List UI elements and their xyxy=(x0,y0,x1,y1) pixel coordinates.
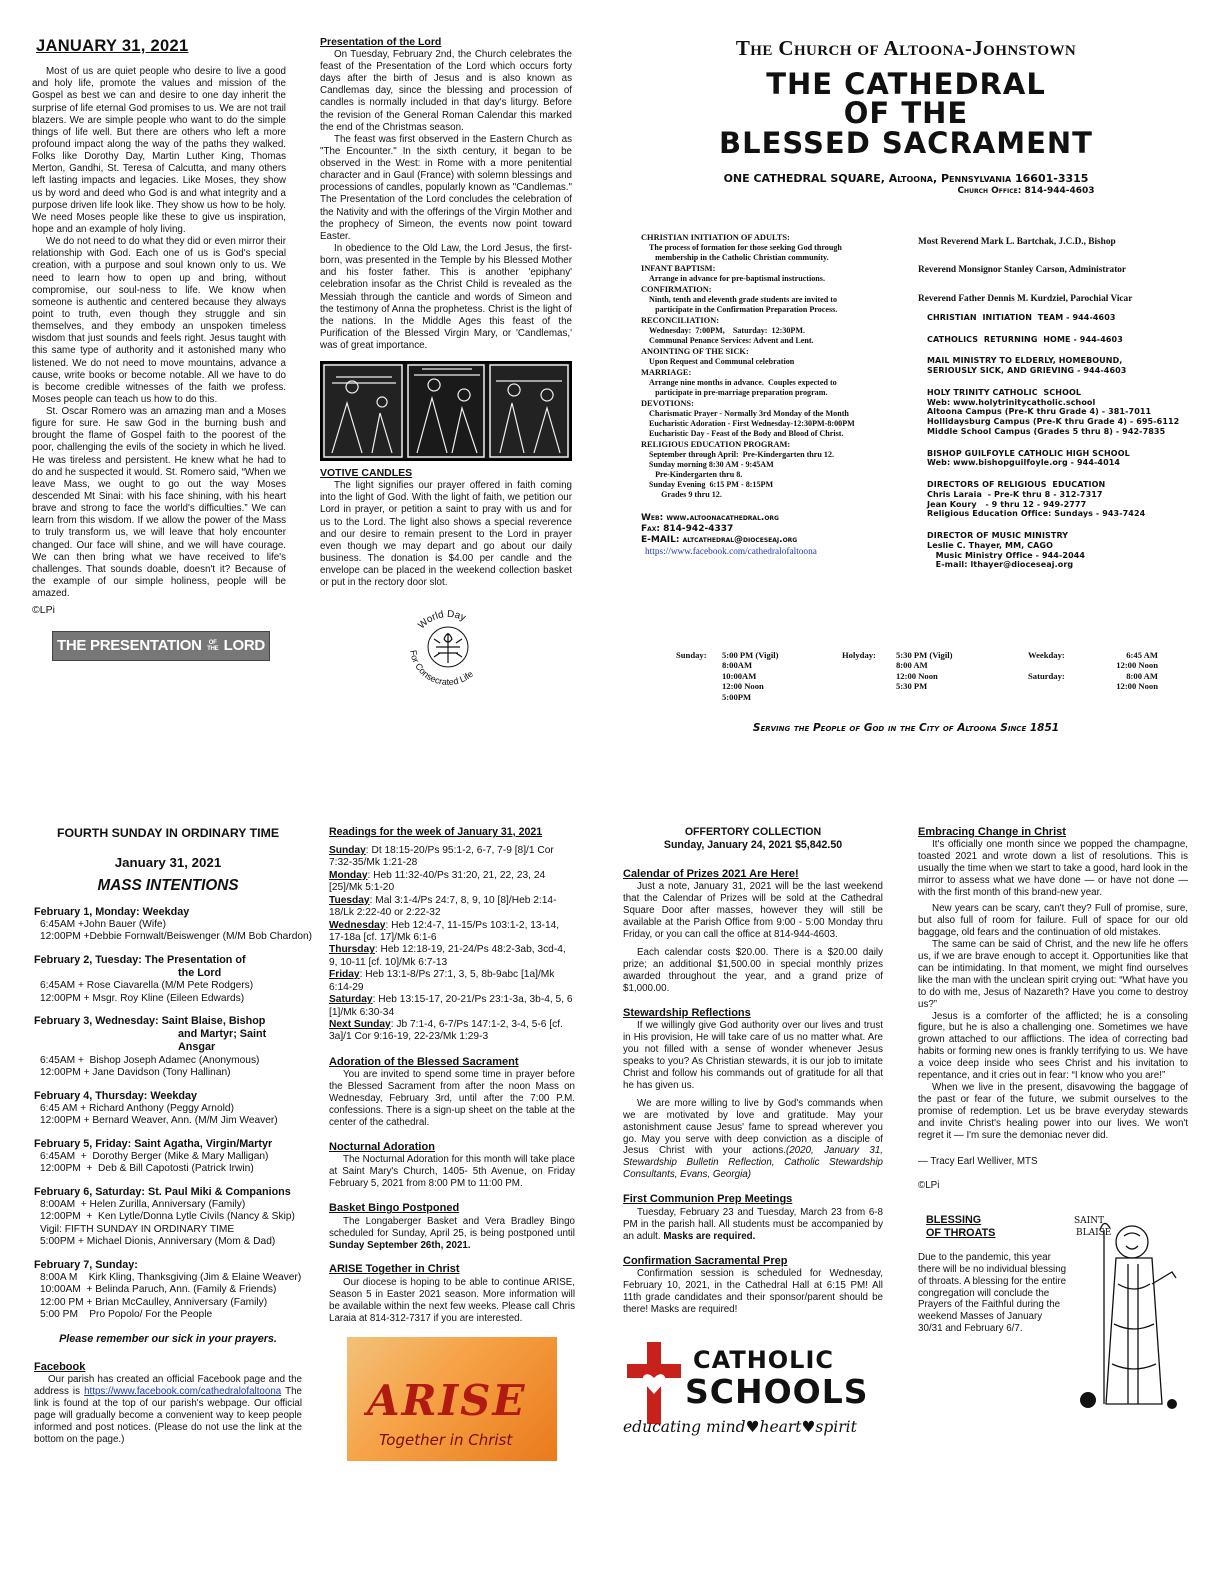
sacrament-line: Sunday morning 8:30 AM - 9:45AM xyxy=(649,460,774,470)
weekday-mass-time: 6:45 AM xyxy=(1126,650,1158,660)
svg-text:For Consecrated Life xyxy=(408,650,475,688)
sacrament-line: participate in pre-marriage preparation program. xyxy=(649,388,828,398)
intentions-sunday-title: FOURTH SUNDAY IN ORDINARY TIME xyxy=(56,826,280,840)
reading-entry xyxy=(329,920,575,945)
staff-directory xyxy=(918,237,1183,570)
reading-citations: : Heb 12:4-7, 11-15/Ps 103:1-2, 13-14, 17-18a [cf. 17]/Mk 6:1-6 xyxy=(329,919,560,943)
sacrament-line: Arrange nine months in advance. Couples expected to xyxy=(649,378,837,388)
ministry-line: DIRECTORS OF RELIGIOUS EDUCATION xyxy=(927,480,1106,490)
sacrament-line: participate in the Confirmation Preparation Process. xyxy=(649,305,838,315)
change-p3: The same can be said of Christ, and the new life he offers us, if we are brave enough to accept it. Opportunities like that can be intimidating. In that moment, we might find ourselves like the man with the unclean spirit crying out: “What have you to do with me, Jesus of Nazareth? Have you come to destroy us?” xyxy=(918,938,1188,1010)
offertory-column xyxy=(623,826,883,1438)
bishop-name: Most Reverend Mark L. Bartchak, J.C.D., Bishop xyxy=(918,237,1116,247)
ministry-line: Middle School Campus (Grades 5 thru 8) - 942-7835 xyxy=(927,426,1166,436)
presentation-woodcut-image xyxy=(320,361,572,461)
saturday-label: Saturday: xyxy=(1028,670,1065,681)
cathedral-title-2: OF THE xyxy=(843,96,969,131)
reading-day: Saturday xyxy=(329,994,373,1006)
intention-line: 12:00PM + Ken Lytle/Donna Lytle Civils (Nancy & Skip) xyxy=(40,1211,295,1223)
web-address[interactable]: Web: www.altoonacathedral.org xyxy=(641,513,779,524)
fax-number: Fax: 814-942-4337 xyxy=(641,524,734,535)
ministry-block xyxy=(927,388,1183,437)
sacrament-heading: RECONCILIATION: xyxy=(641,316,720,326)
reading-entry xyxy=(329,1019,575,1044)
holyday-mass-time: 5:30 PM xyxy=(896,681,928,692)
mass-intentions-column xyxy=(34,826,313,1446)
sacrament-heading: RELIGIOUS EDUCATION PROGRAM: xyxy=(641,439,791,449)
saint-blaise-image: SAINT BLAISE xyxy=(1066,1214,1184,1414)
bingo-heading: Basket Bingo Postponed xyxy=(329,1202,460,1215)
ministry-line: HOLY TRINITY CATHOLIC SCHOOL xyxy=(927,387,1082,397)
intention-day: February 6, Saturday: St. Paul Miki & Companions xyxy=(34,1185,291,1198)
communion-heading: First Communion Prep Meetings xyxy=(623,1193,793,1206)
church-name: The Church of Altoona-Johnstown xyxy=(735,36,1077,60)
reflection-column xyxy=(32,36,286,661)
sacrament-line: Upon Request and Communal celebration xyxy=(649,357,795,367)
presentation-banner: THE PRESENTATION OF THE LORD xyxy=(52,631,270,661)
sacrament-line: Arrange in advance for pre-baptismal instructions. xyxy=(649,274,825,284)
intention-line: 6:45AM + Rose Ciavarella (M/M Pete Rodgers) xyxy=(40,980,254,992)
intention-line: 6:45AM +John Bauer (Wife) xyxy=(40,919,166,931)
facebook-link[interactable]: https://www.facebook.com/cathedralofaltoona xyxy=(645,546,817,557)
seal-text-top: World Day xyxy=(416,609,468,632)
intention-day-cont: and Martyr; Saint Ansgar xyxy=(178,1028,267,1054)
facebook-page-link[interactable]: https://www.facebook.com/cathedralofaltoona xyxy=(84,1385,282,1397)
sacrament-heading: DEVOTIONS: xyxy=(641,399,694,409)
ministry-line: Hollidaysburg Campus (Pre-K thru Grade 4) - 695-6112 xyxy=(927,417,1180,427)
ministry-block xyxy=(927,531,1183,570)
holyday-mass-time: 5:30 PM (Vigil) xyxy=(896,650,953,660)
reading-day: Sunday xyxy=(329,844,366,856)
holyday-label: Holyday: xyxy=(842,650,876,660)
confirmation-heading: Confirmation Sacramental Prep xyxy=(623,1254,788,1267)
ministry-line: Leslie C. Thayer, MM, CAGO xyxy=(927,540,1053,550)
date-heading: JANUARY 31, 2021 xyxy=(36,37,189,55)
saturday-mass-time: 8:00 AM xyxy=(1126,670,1158,681)
intention-line: 6:45AM + Bishop Joseph Adamec (Anonymous) xyxy=(40,1054,260,1066)
intention-line: 8:00A M Kirk Kling, Thanksgiving (Jim & Elaine Weaver) xyxy=(40,1271,302,1283)
nocturnal-heading: Nocturnal Adoration xyxy=(329,1141,435,1154)
arise-text: Our diocese is hoping to be able to continue ARISE, Season 5 in Easter 2021 season. More information will be available within the next few weeks. Please call Chris Laraia at 814-312-7317 if you are interested. xyxy=(329,1276,575,1324)
ministry-block xyxy=(927,313,1183,323)
ministry-line: Music Ministry Office - 944-2044 xyxy=(927,550,1086,560)
ministry-line: MAIL MINISTRY TO ELDERLY, HOMEBOUND, xyxy=(927,356,1123,366)
spacer xyxy=(1028,660,1078,670)
reading-day: Tuesday xyxy=(329,894,370,906)
change-p4: Jesus is a comforter of the afflicted; he is a consoling figure, but he is also a challenging one. Sometimes we have grown attached to our afflictions. The idea of correcting bad habits or forming new ones is frankly terrifying to us. We have a voice deep inside who sees Christ and his invitation to repentance, and it cries out in fear: “I know who you are!” xyxy=(918,1010,1188,1082)
prizes-text-2: Each calendar costs $20.00. There is a $20.00 daily prize; an additional $1,500.00 in special monthly prizes awarded throughout the year, and a grand prize of $1,000.00. xyxy=(623,946,883,994)
prizes-text: Just a note, January 31, 2021 will be the last weekend that the Calendar of Prizes will be sold at the Cathedral Square Door after masses, however they will still be available at the Parish Office from 9:00 - 5:00 Monday thru Friday, or you can call the office at 814-944-4603. xyxy=(623,881,883,940)
sacrament-line: Ninth, tenth and eleventh grade students are invited to xyxy=(649,295,838,305)
ministry-line: E-mail: lthayer@dioceseaj.org xyxy=(927,560,1074,570)
sacrament-line: September through April: Pre-Kindergarten thru 12. xyxy=(649,450,835,460)
blessing-text: Due to the pandemic, this year there will be no individual blessing of throats. A blessing for the entire congregation will conclude the Prayers of the Faithful during the weekend Masses of January 30/31 and February 6/7. xyxy=(918,1251,1067,1335)
presentation-p3: In obedience to the Old Law, the Lord Jesus, the first-born, was presented in the Temple by his Blessed Mother and his foster father. This is another 'epiphany' celebration insofar as the Christ Child is revealed as the Messiah through the canticle and words of Simeon and the testimony of Anna the prophetess. Christ is the light of the nations. In the Middle Ages this feast of the Purification of the Blessed Virgin Mary, or 'Candlemas,' was of great importance. xyxy=(320,243,572,352)
change-p2: New years can be scary, can't they? Full of promise, sure, but also full of room for failure. Full of space for our old baggage, old fears and the continuation of old mistakes. xyxy=(918,903,1188,938)
reading-citations: : Mal 3:1-4/Ps 24:7, 8, 9, 10 [8]/Heb 2:14-18/Lk 2:22-40 or 2:22-32 xyxy=(329,894,557,919)
blessing-heading: BLESSING OF THROATS xyxy=(926,1213,996,1239)
arise-logo: ARISE Together in Christ xyxy=(347,1337,557,1461)
intention-line: 10:00AM + Belinda Paruch, Ann. (Family & Friends) xyxy=(40,1284,277,1296)
ministry-line: CHRISTIAN INITIATION TEAM - 944-4603 xyxy=(927,312,1116,322)
ministry-line: CATHOLICS RETURNING HOME - 944-4603 xyxy=(927,334,1123,344)
bingo-text: The Longaberger Basket and Vera Bradley Bingo scheduled for Sunday, April 25, is being postponed until Sunday September 26th, 2021. xyxy=(329,1215,575,1251)
sunday-mass-time: 5:00PM xyxy=(722,691,752,702)
ministry-line: Religious Education Office: Sundays - 943-7424 xyxy=(927,509,1146,519)
cathedral-title-3: BLESSED SACRAMENT xyxy=(719,125,1093,160)
reading-citations: : Dt 18:15-20/Ps 95:1-2, 6-7, 7-9 [8]/1 Cor 7:32-35/Mk 1:21-28 xyxy=(329,844,554,869)
sunday-mass-time: 12:00 Noon xyxy=(722,681,764,692)
facebook-heading: Facebook xyxy=(34,1360,86,1373)
readings-column xyxy=(329,826,575,1461)
reading-day: Thursday xyxy=(329,944,375,956)
sacrament-line: Eucharistic Day - Feast of the Body and Blood of Christ. xyxy=(649,429,844,439)
reading-citations: : Heb 11:32-40/Ps 31:20, 21, 22, 23, 24 [25]/Mk 5:1-20 xyxy=(329,869,546,894)
sacrament-line: Communal Penance Services: Advent and Lent. xyxy=(649,336,814,346)
nocturnal-text: The Nocturnal Adoration for this month will take place at Saint Mary's Church, 1405- 5th Avenue, on Friday February 5, 2021 from 8:00 PM to 11:00 PM. xyxy=(329,1154,575,1190)
reflection-p2: We do not need to do what they did or even mirror their relationship with God. Each one of us is God's special creation, with a purpose and soul known only to us. We need to learn how to open up and bring, without compromise, our soul-ness to life. We know when someone is authentic and centered because they always point to truth, even though they struggle and sin themselves, and they embody an unspoken timeless wisdom that just sounds and feels right. Jesus taught with this same type of authority and it astonished many who listened. We do not need to move mountains, advance a cause, write books or become notable. All we have to do is become credible witnesses of the faith we profess. Moses people can teach us how to do this. xyxy=(32,236,286,405)
holyday-mass-time: 12:00 Noon xyxy=(896,670,938,681)
change-p5: When we live in the present, disavowing the baggage of the past or fear of the future, we submit ourselves to the promise of redemption. Let us be brave everyday stewards and invite Christ's healing power into our lives. We won't regret it — I'm sure the demoniac never did. xyxy=(918,1082,1188,1141)
offertory-amount: Sunday, January 24, 2021 $5,842.50 xyxy=(663,838,843,851)
reading-entry xyxy=(329,895,575,920)
saturday-mass-time: 12:00 Noon xyxy=(1116,681,1158,692)
change-copyright: ©LPi xyxy=(918,1179,940,1191)
ministry-line: Altoona Campus (Pre-K thru Grade 4) - 381-7011 xyxy=(927,407,1152,417)
votive-text: The light signifies our prayer offered in faith coming into the light of God. With the light of faith, we petition our Lord in prayer, or petition a saint to pray with us and for us to the Lord. The light also shows a special reverence and our desire to remain present to the Lord in prayer even though we may depart and go about our daily business. The donation is $4.00 per candle and the envelope can be placed in the weekend collection basket or put in the rectory door slot. xyxy=(320,480,572,589)
mass-schedule xyxy=(676,650,1176,702)
intention-line: 12:00PM + Jane Davidson (Tony Hallinan) xyxy=(40,1067,231,1079)
ministry-block xyxy=(927,335,1183,345)
reading-entry xyxy=(329,994,575,1019)
sacrament-line: Wednesday: 7:00PM, Saturday: 12:30PM. xyxy=(649,326,806,336)
ministry-line: DIRECTOR OF MUSIC MINISTRY xyxy=(927,531,1069,541)
sunday-mass-time: 5:00 PM (Vigil) xyxy=(722,650,779,660)
sacrament-heading: MARRIAGE: xyxy=(641,368,692,378)
reading-citations: : Heb 13:15-17, 20-21/Ps 23:1-3a, 3b-4, 5, 6 [1]/Mk 6:30-34 xyxy=(329,994,573,1018)
red-cross-icon xyxy=(623,1338,685,1428)
intention-line: 12:00PM + Msgr. Roy Kline (Eileen Edwards) xyxy=(40,992,245,1004)
intention-day: February 4, Thursday: Weekday xyxy=(34,1089,198,1102)
reading-entry xyxy=(329,969,575,994)
embracing-change-column xyxy=(918,826,1188,1464)
reading-day: Monday xyxy=(329,869,368,881)
reading-entry xyxy=(329,944,575,969)
weekday-mass-time: 12:00 Noon xyxy=(1116,660,1158,671)
intention-line: 6:45AM + Dorothy Berger (Mike & Mary Malligan) xyxy=(40,1150,269,1162)
copyright: ©LPi xyxy=(32,604,55,617)
intention-day-cont: the Lord xyxy=(178,967,222,980)
consecrated-life-seal xyxy=(400,599,496,695)
presentation-p2: The feast was first observed in the Eastern Church as "The Encounter." In the sixth century, it began to be observed in the West: in Rome with a more penitential character and in Gaul (France) with solemn blessings and processions of candles, popularly known as "Candlemas." The Presentation of the Lord concludes the celebration of the Nativity and with the offerings of the Virgin Mother and the prophecy of Simeon, the events now point toward Easter. xyxy=(320,133,572,242)
stewardship-heading: Stewardship Reflections xyxy=(623,1006,751,1019)
serving-tagline: Serving the People of God in the City of Altoona Since 1851 xyxy=(752,722,1060,734)
ministry-block xyxy=(927,480,1183,519)
confirmation-text: Confirmation session is scheduled for Wednesday, February 10, 2021, in the Cathedral Hall at 6:15 PM! All 11th grade candidates and their sponsor/parent should be there! Masks are required! xyxy=(623,1267,883,1315)
ministry-line: Jean Koury - 9 thru 12 - 949-2777 xyxy=(927,499,1087,509)
ministry-line: BISHOP GUILFOYLE CATHOLIC HIGH SCHOOL xyxy=(927,448,1130,458)
catholic-schools-logo: CATHOLIC SCHOOLS educating mind♥heart♥spirit xyxy=(623,1338,883,1438)
stewardship-text: If we willingly give God authority over our lives and trust in His provision, He will take care of us no matter what. Are you not filled with a sense of wonder whenever Jesus speaks to you? As Christian stewards, it is our job to imitate Christ and follow his commands out of gratitude for all that he has given us. xyxy=(623,1020,883,1091)
sacraments-info xyxy=(641,232,911,558)
communion-text: Tuesday, February 23 and Tuesday, March 23 from 6-8 PM in the parish hall. All students must be accompanied by an adult. Masks are required. xyxy=(623,1206,883,1242)
change-author: — Tracy Earl Welliver, MTS xyxy=(918,1155,1038,1167)
presentation-column xyxy=(320,36,572,695)
ministry-line: SERIOUSLY SICK, AND GRIEVING - 944-4603 xyxy=(927,366,1127,376)
vicar-name: Reverend Father Dennis M. Kurdziel, Parochial Vicar xyxy=(918,293,1133,304)
remember-sick: Please remember our sick in your prayers. xyxy=(59,1333,277,1346)
reading-citations: : Heb 13:1-8/Ps 27:1, 3, 5, 8b-9abc [1a]/Mk 6:14-29 xyxy=(329,969,555,993)
administrator-name: Reverend Monsignor Stanley Carson, Administrator xyxy=(918,265,1127,276)
reading-day: Friday xyxy=(329,969,360,981)
adoration-heading: Adoration of the Blessed Sacrament xyxy=(329,1055,519,1068)
sacrament-heading: CHRISTIAN INITIATION OF ADULTS: xyxy=(641,233,790,242)
intention-day: February 7, Sunday: xyxy=(34,1258,138,1271)
holyday-mass-time: 8:00 AM xyxy=(896,660,928,671)
sunday-mass-time: 10:00AM xyxy=(722,670,757,681)
prizes-heading: Calendar of Prizes 2021 Are Here! xyxy=(623,867,799,880)
intention-line: Vigil: FIFTH SUNDAY IN ORDINARY TIME xyxy=(40,1223,235,1235)
reading-entry xyxy=(329,845,575,870)
intention-line: 6:45 AM + Richard Anthony (Peggy Arnold) xyxy=(40,1102,234,1114)
sacrament-heading: INFANT BAPTISM: xyxy=(641,263,716,273)
offertory-title: OFFERTORY COLLECTION xyxy=(684,826,822,838)
sacrament-line: Eucharistic Adoration - First Wednesday-12:30PM-8:00PM xyxy=(649,419,855,429)
arise-heading: ARISE Together in Christ xyxy=(329,1263,460,1276)
ministry-block xyxy=(927,356,1183,376)
reading-day: Next Sunday xyxy=(329,1019,391,1031)
intention-day: February 1, Monday: Weekday xyxy=(34,905,190,918)
ministry-line: Web: www.holytrinitycatholic.school xyxy=(927,397,1096,407)
cathedral-title-1: THE CATHEDRAL xyxy=(766,66,1046,101)
sunday-mass-time: 8:00AM xyxy=(722,660,753,671)
reflection-p1: Most of us are quiet people who desire to live a good and holy life, promote the values and mission of the Gospel as best we can and desire to one day inherit the surprise of life eternal God promises to us. We are not trail blazers. We are simple people who want to do the simple things of life well. But there are others who left a more profound impact along the way of the paths they walked. Folks like Dorothy Day, Martin Luther King, Thomas Merton, Gandhi, St. Teresa of Calcutta, and many others left lasting impacts and legacies. Like Moses, they show us by word and deed who God is and what integrity and a purpose driven life look like. They show us how to be holy. We need Moses people like these to give us inspiration, hope and an example of holy living. xyxy=(32,66,286,235)
presentation-heading: Presentation of the Lord xyxy=(320,36,442,48)
stewardship-text-2: We are more willing to live by God's commands when we are motivated by love and gratitude. May your astonishment cause Jesus' fame to spread wherever you go. May you serve with deep conviction as a disciple of Jesus Christ with your actions.(2020, January 31, Stewardship Bulletin Reflection, Catholic Stewardship Consultants, Evans, Georgia) xyxy=(623,1097,883,1181)
church-office: Church Office: 814-944-4603 xyxy=(957,185,1095,196)
reflection-p3: St. Oscar Romero was an amazing man and a Moses figure for sure. He saw God in the burning bush and brought the flame of Gospel faith to the poorest of the poor, challenging the evils of the society in which he lived. He was tireless and persistent. He knew what he had to do and he suspected it would. St. Romero said, “When we leave Mass, we ought to go out the way Moses descended Mt Sinai: with his face shining, with his heart brave and strong to face the world's difficulties.” We can learn from this wisdom. If we allow the power of the Mass to truly transform us, we will leave that holy encounter changed. Our face will shine, and we will have courage. We can then bring what we have received to life's challenges. That sounds doable, doesn't it? Because of the example of our simple holiness, people will be amazed. xyxy=(32,406,286,600)
sacrament-heading: CONFIRMATION: xyxy=(641,285,712,295)
intention-line: 5:00 PM Pro Popolo/ For the People xyxy=(40,1309,213,1321)
intention-line: 5:00PM + Michael Dionis, Anniversary (Mom & Dad) xyxy=(40,1236,276,1248)
reading-citations: : Heb 12:18-19, 21-24/Ps 48:2-3ab, 3cd-4, 9, 10-11 [cf. 10]/Mk 6:7-13 xyxy=(329,944,566,968)
sunday-label: Sunday: xyxy=(676,650,707,660)
facebook-text: Our parish has created an official Facebook page and the address is https://www.facebook.com/cathedralofaltoona The link is found at the top of our parish's webpage. Our official page will gradually become a convenient way to keep people informed and post notices. (Please do not use the link at the bottom on the page.) xyxy=(34,1374,302,1445)
sacrament-line: The process of formation for those seeking God through xyxy=(649,243,842,253)
intention-line: 12:00PM +Debbie Fornwalt/Beiswenger (M/M Bob Chardon) xyxy=(40,931,313,943)
votive-heading: VOTIVE CANDLES xyxy=(320,467,413,480)
weekday-label: Weekday: xyxy=(1028,650,1065,660)
intention-line: 12:00PM + Deb & Bill Capotosti (Patrick Irwin) xyxy=(40,1163,254,1175)
intentions-title: MASS INTENTIONS xyxy=(97,877,239,895)
ministry-block xyxy=(927,449,1183,469)
seal-text-bottom: For Consecrated Life xyxy=(408,649,475,688)
intentions-date: January 31, 2021 xyxy=(114,855,222,870)
sacrament-line: Charismatic Prayer - Normally 3rd Monday of the Month xyxy=(649,409,849,419)
reading-entry xyxy=(329,870,575,895)
intention-day: February 3, Wednesday: Saint Blaise, Bishop xyxy=(34,1015,266,1028)
intention-line: 12:00 PM + Brian McCaulley, Anniversary (Family) xyxy=(40,1296,268,1308)
ministry-line: Chris Laraia - Pre-K thru 8 - 312-7317 xyxy=(927,489,1103,499)
reading-citations: : Jb 7:1-4, 6-7/Ps 147:1-2, 3-4, 5-6 [cf. 3a]/1 Cor 9:16-19, 22-23/Mk 1:29-3 xyxy=(329,1019,563,1043)
adoration-text: You are invited to spend some time in prayer before the Blessed Sacrament from after the noon Mass on Wednesday, February 3rd, until after the 7:00 P.M. confessions. There is a sign-up sheet on the table at the center of the cathedral. xyxy=(329,1069,575,1129)
readings-heading: Readings for the week of January 31, 2021 xyxy=(329,826,543,838)
intention-line: 8:00AM + Helen Zurilla, Anniversary (Family) xyxy=(40,1198,246,1210)
sacrament-line: Pre-Kindergarten thru 8. xyxy=(649,469,743,479)
intention-line: 12:00PM + Bernard Weaver, Ann. (M/M Jim Weaver) xyxy=(40,1115,278,1127)
masthead xyxy=(626,36,1186,197)
change-heading: Embracing Change in Christ xyxy=(918,826,1066,838)
sacrament-line: membership in the Catholic Christian community. xyxy=(649,253,829,263)
sacrament-line: Sunday Evening 6:15 PM - 8:15PM xyxy=(649,479,774,489)
sacrament-line: Grades 9 thru 12. xyxy=(649,489,722,499)
email-address[interactable]: E-MAIL: altcathedral@dioceseaj.org xyxy=(641,535,798,546)
address: ONE CATHEDRAL SQUARE, Altoona, Pennsylvania 16601-3315 xyxy=(723,172,1089,186)
reading-day: Wednesday xyxy=(329,919,386,931)
presentation-p1: On Tuesday, February 2nd, the Church celebrates the feast of the Presentation of the Lord which occurs forty days after the birth of Jesus and is also known as Candlemas day, since the blessing and procession of candles is normally included in that day's liturgy. Before the revision of the General Roman Calendar this marked the end of the Christmas season. xyxy=(320,48,572,133)
intention-day: February 2, Tuesday: The Presentation of xyxy=(34,953,246,966)
ministry-line: Web: www.bishopguilfoyle.org - 944-4014 xyxy=(927,458,1121,468)
sacrament-heading: ANOINTING OF THE SICK: xyxy=(641,347,749,357)
intention-day: February 5, Friday: Saint Agatha, Virgin/Martyr xyxy=(34,1137,273,1150)
change-p1: It's officially one month since we popped the champagne, toasted 2021 and wrote down a list of resolutions. This is usually the time when we start to take a good, hard look in the mirror to assess what we have done — or have not done — with the first month of this brand-new year. xyxy=(918,839,1188,899)
